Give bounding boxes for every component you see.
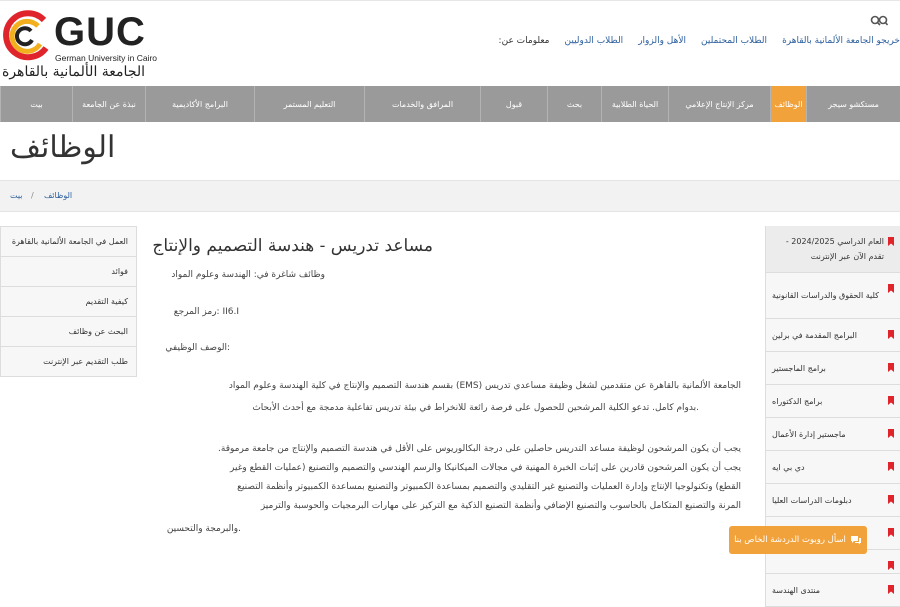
- bookmark-icon: [888, 363, 894, 372]
- bookmark-icon: [888, 429, 894, 438]
- job-intro-line-2: .بدوام كامل. تدعو الكلية المرشحين للحصول على فرصة رائعة للانخراط في بيئة تدريس تفاعلية مدمجة مع أحدث الأبحاث: [252, 403, 699, 413]
- job-category: وظائف شاغرة في: الهندسة وعلوم المواد: [171, 270, 325, 280]
- right-sidebar-item-law[interactable]: [766, 273, 900, 319]
- mainnav-item-0[interactable]: مستكشو سيجر: [806, 86, 900, 122]
- page-title: الوظائف: [10, 130, 116, 165]
- breadcrumb-current[interactable]: الوظائف: [44, 191, 73, 200]
- topnav-alumni[interactable]: خريجو الجامعة الألمانية بالقاهرة: [782, 36, 900, 46]
- right-sidebar-item-masters[interactable]: [766, 352, 900, 385]
- topnav-international[interactable]: الطلاب الدوليين: [564, 36, 624, 46]
- left-sidebar-item-how-to-apply[interactable]: كيفية التقديم: [1, 287, 136, 317]
- audience-nav: [484, 34, 900, 48]
- mainnav-item-home[interactable]: بيت: [0, 86, 72, 122]
- right-sidebar-label: البرامج المقدمة في برلين: [772, 330, 857, 340]
- right-sidebar-item-phd[interactable]: [766, 385, 900, 418]
- main-nav: [0, 86, 900, 122]
- left-sidebar-item-job-search[interactable]: البحث عن وظائف: [1, 317, 136, 347]
- chat-bubble-icon: [850, 535, 862, 545]
- job-title: مساعد تدريس - هندسة التصميم والإنتاج: [152, 236, 433, 256]
- job-requirements-line-3: القطع) وتكنولوجيا الإنتاج وإدارة العمليات والتصنيع غير التقليدي والتصميم بمساعدة الكمبيوتر والتصنيع بمساعدة الكمبيوتر وأنظمة التصنيع: [237, 482, 741, 492]
- mainnav-item-facilities[interactable]: المرافق والخدمات: [364, 86, 480, 122]
- right-sidebar-item-diplomas[interactable]: [766, 484, 900, 517]
- page-header: [0, 122, 900, 180]
- bookmark-icon: [888, 561, 894, 570]
- bookmark-icon: [888, 284, 894, 293]
- breadcrumb-home[interactable]: بيت: [10, 191, 23, 200]
- logo-subtitle: German University in Cairo: [55, 53, 158, 63]
- left-sidebar-item-online-application[interactable]: طلب التقديم عبر الإنترنت: [1, 347, 136, 376]
- right-sidebar-label: دي بي ايه: [772, 462, 805, 472]
- right-sidebar-label: ماجستير إدارة الأعمال: [772, 429, 846, 439]
- mainnav-item-research[interactable]: بحث: [547, 86, 601, 122]
- left-sidebar: [0, 226, 137, 377]
- chatbot-label: اسأل روبوت الدردشة الخاص بنا: [734, 535, 846, 545]
- chatbot-button[interactable]: [729, 526, 867, 554]
- mainnav-item-continuing[interactable]: التعليم المستمر: [254, 86, 364, 122]
- mainnav-item-about[interactable]: نبذة عن الجامعة: [72, 86, 145, 122]
- job-requirements-line-1: يجب أن يكون المرشحون لوظيفة مساعد التدريس حاصلين على درجة البكالوريوس على الأقل في هندسة التصميم والإنتاج من جامعة مرموقة.: [218, 444, 741, 454]
- bookmark-icon: [888, 237, 894, 246]
- search-icon[interactable]: [870, 14, 888, 28]
- mainnav-item-jobs[interactable]: الوظائف: [770, 86, 806, 122]
- right-sidebar-item-dba[interactable]: [766, 451, 900, 484]
- right-sidebar-label: منتدى الهندسة: [772, 585, 821, 595]
- bookmark-icon: [888, 462, 894, 471]
- job-intro-line-1: الجامعة الألمانية بالقاهرة عن متقدمين لشغل وظيفة مساعدي تدريس (EMS) بقسم هندسة التصميم والإنتاج في كلية الهندسة وعلوم المواد: [228, 381, 741, 391]
- bookmark-icon: [888, 330, 894, 339]
- right-sidebar-item-berlin[interactable]: [766, 319, 900, 352]
- breadcrumb-separator: /: [31, 191, 34, 200]
- mainnav-item-programs[interactable]: البرامج الأكاديمية: [145, 86, 254, 122]
- bookmark-icon: [888, 528, 894, 537]
- mainnav-item-admission[interactable]: قبول: [480, 86, 547, 122]
- job-requirements-line-5: .والبرمجة والتحسين: [166, 524, 241, 534]
- job-requirements-line-2: يجب أن يكون المرشحون قادرين على إثبات الخبرة المهنية في مجالات الميكانيكا والرسم الهندسي والتصميم والتصنيع (عمليات القطع وغير: [230, 463, 741, 473]
- left-sidebar-item-benefits[interactable]: فوائد: [1, 257, 136, 287]
- right-sidebar-label: برامج الدكتوراه: [772, 396, 823, 406]
- right-sidebar-item-mba[interactable]: [766, 418, 900, 451]
- job-reference: II6.I :رمز المرجع: [173, 307, 239, 317]
- mainnav-item-student-life[interactable]: الحياة الطلابية: [601, 86, 668, 122]
- logo-mark-icon: [0, 12, 50, 62]
- bookmark-icon: [888, 585, 894, 594]
- bookmark-icon: [888, 396, 894, 405]
- job-description-label: :الوصف الوظيفي: [165, 343, 230, 353]
- logo-arabic-name: الجامعة الألمانية بالقاهرة: [2, 64, 146, 80]
- guc-logo[interactable]: [0, 10, 158, 82]
- bookmark-icon: [888, 495, 894, 504]
- topnav-info-label: :معلومات عن: [498, 36, 550, 46]
- topnav-prospective[interactable]: الطلاب المحتملين: [701, 36, 768, 46]
- mainnav-item-media[interactable]: مركز الإنتاج الإعلامي: [668, 86, 770, 122]
- job-requirements-line-4: المرنة والتصنيع المتكامل بالحاسوب والتصنيع الإضافي وأنظمة التصنيع الذكية مع التركيز على مهارات البرمجيات والحوسبة والترميز: [260, 501, 741, 511]
- right-sidebar-item-apply-online[interactable]: [766, 226, 900, 273]
- right-sidebar-label: دبلومات الدراسات العليا: [772, 495, 852, 505]
- logo-wordmark: GUC: [54, 10, 146, 54]
- breadcrumb: [0, 180, 900, 212]
- top-border: [0, 0, 900, 4]
- right-sidebar-label: برامج الماجستير: [772, 363, 826, 373]
- right-sidebar-item-engineering-forum[interactable]: [766, 574, 900, 607]
- right-sidebar-label: العام الدراسي 2024/2025 - تقدم الآن عبر الإنترنت: [785, 237, 884, 261]
- topnav-parents[interactable]: الأهل والزوار: [638, 36, 686, 46]
- left-sidebar-item-work-at-guc[interactable]: العمل في الجامعة الألمانية بالقاهرة: [1, 227, 136, 257]
- right-sidebar-label: كلية الحقوق والدراسات القانونية: [772, 291, 879, 300]
